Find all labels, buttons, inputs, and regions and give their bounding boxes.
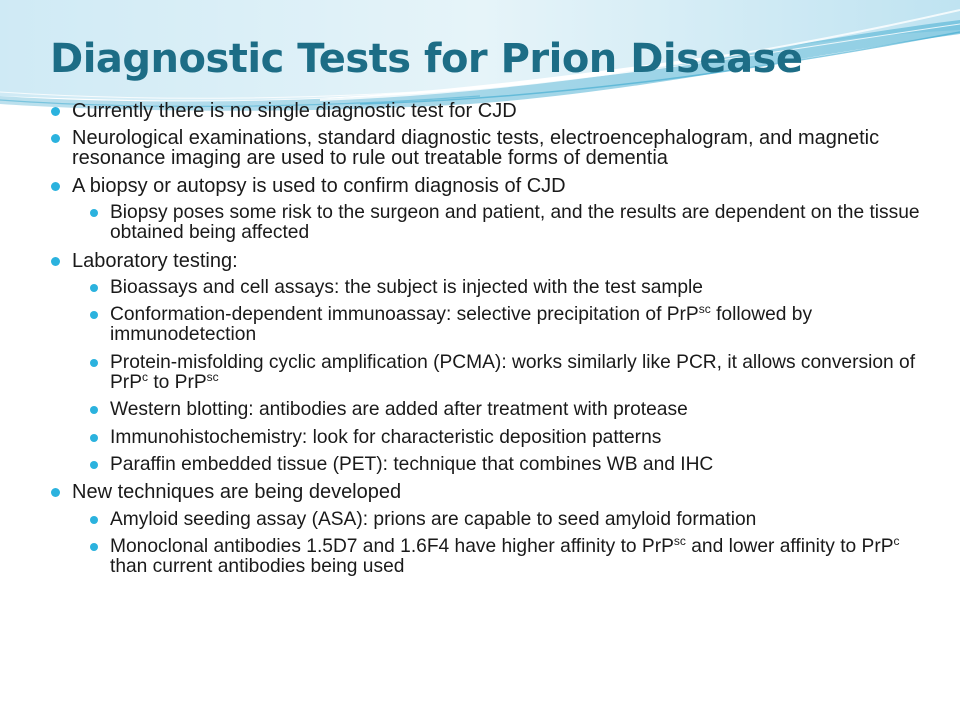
superscript: c bbox=[893, 534, 900, 549]
sub-bullet-text: Bioassays and cell assays: the subject is injected with the test sample bbox=[110, 276, 703, 298]
bullet-dot-icon bbox=[51, 257, 60, 266]
bullet-dot-icon bbox=[51, 107, 60, 116]
sub-bullet-dot-icon bbox=[90, 359, 98, 367]
sub-bullet-item bbox=[0, 203, 960, 243]
sub-bullet-item bbox=[0, 510, 960, 530]
bullet-text: Neurological examinations, standard diagnostic tests, electroencephalogram, and magnetic resonance imaging are used to rule out treatable forms of dementia bbox=[72, 127, 880, 170]
sub-bullet-text: Amyloid seeding assay (ASA): prions are capable to seed amyloid formation bbox=[110, 508, 757, 530]
superscript: sc bbox=[698, 302, 711, 317]
sub-bullet-text bbox=[110, 352, 915, 393]
sub-bullet-dot-icon bbox=[90, 406, 98, 414]
sub-bullet-text bbox=[110, 536, 900, 577]
sub-bullet-dot-icon bbox=[90, 461, 98, 469]
sub-bullet-text-part: Conformation-dependent immunoassay: selective precipitation of PrP bbox=[110, 304, 699, 326]
bullet-text: Currently there is no single diagnostic test for CJD bbox=[72, 100, 517, 122]
bullet-text: Laboratory testing: bbox=[72, 249, 238, 272]
sub-bullet-item bbox=[0, 534, 960, 578]
bullet-item bbox=[0, 251, 960, 271]
bullet-item bbox=[0, 128, 960, 168]
sub-bullet-item bbox=[0, 428, 960, 448]
sub-bullet-text: Immunohistochemistry: look for characteristic deposition patterns bbox=[110, 426, 662, 448]
sub-bullet-dot-icon bbox=[90, 434, 98, 442]
bullet-item bbox=[0, 482, 960, 502]
sub-bullet-text-part: than current antibodies being used bbox=[110, 556, 405, 578]
sub-bullet-dot-icon bbox=[90, 543, 98, 551]
sub-bullet-item bbox=[0, 455, 960, 475]
sub-bullet-text-part: Monoclonal antibodies 1.5D7 and 1.6F4 have higher affinity to PrP bbox=[110, 536, 674, 558]
sub-bullet-text-part: followed by immunodetection bbox=[110, 304, 813, 346]
bullet-item bbox=[0, 101, 960, 121]
bullet-dot-icon bbox=[51, 134, 60, 143]
sub-bullet-text-part: and lower affinity to PrP bbox=[685, 536, 894, 558]
superscript: sc bbox=[673, 534, 686, 549]
sub-bullet-item bbox=[0, 400, 960, 420]
superscript: c bbox=[142, 369, 148, 384]
sub-bullet-text bbox=[110, 304, 812, 345]
sub-bullet-item bbox=[0, 302, 960, 346]
sub-bullet-dot-icon bbox=[90, 209, 98, 217]
sub-bullet-text-part: Protein-misfolding cyclic amplification (PCMA): works similarly like PCR, it allows conversion of PrP bbox=[110, 351, 916, 393]
sub-bullet-text: Biopsy poses some risk to the surgeon and patient, and the results are dependent on the tissue obtained being affected bbox=[110, 202, 920, 244]
bullet-text: A biopsy or autopsy is used to confirm diagnosis of CJD bbox=[72, 174, 566, 197]
bullet-list bbox=[0, 101, 960, 584]
bullet-text: New techniques are being developed bbox=[72, 481, 402, 504]
sub-bullet-dot-icon bbox=[90, 284, 98, 292]
superscript: sc bbox=[206, 369, 219, 384]
sub-bullet-item bbox=[0, 353, 960, 393]
sub-bullet-dot-icon bbox=[90, 311, 98, 319]
sub-bullet-text-part: to PrP bbox=[148, 371, 207, 393]
sub-bullet-text: Western blotting: antibodies are added after treatment with protease bbox=[110, 399, 688, 421]
sub-bullet-dot-icon bbox=[90, 516, 98, 524]
bullet-item bbox=[0, 176, 960, 196]
bullet-dot-icon bbox=[51, 488, 60, 497]
bullet-dot-icon bbox=[51, 182, 60, 191]
sub-bullet-text: Paraffin embedded tissue (PET): technique that combines WB and IHC bbox=[110, 453, 714, 475]
slide-title: Diagnostic Tests for Prion Disease bbox=[50, 36, 803, 82]
sub-bullet-item bbox=[0, 278, 960, 298]
